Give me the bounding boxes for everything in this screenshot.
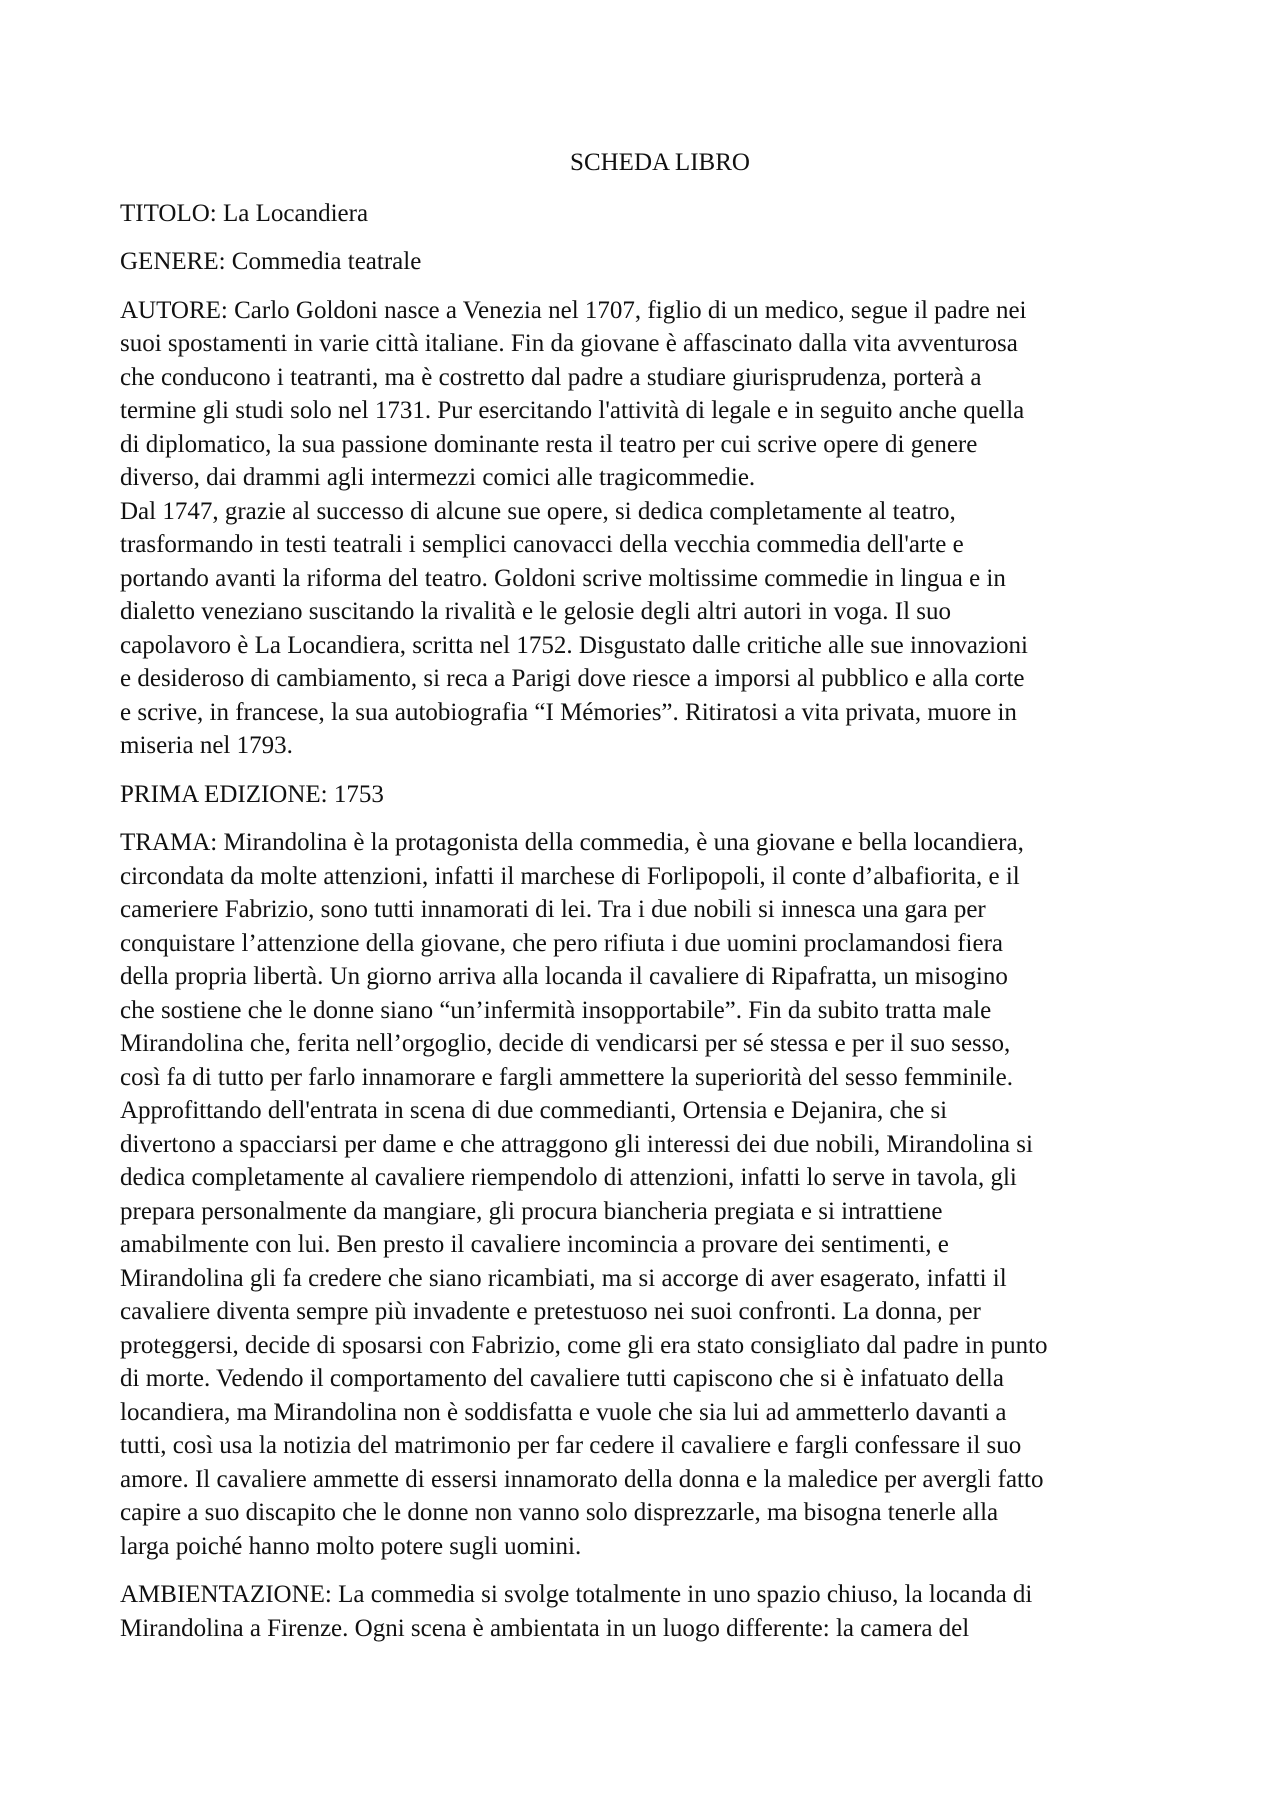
text-line: che sostiene che le donne siano “un’infermità insopportabile”. Fin da subito tratta male <box>120 996 992 1024</box>
text-line: circondata da molte attenzioni, infatti il marchese di Forlipopoli, il conte d’albafiorita, e il <box>120 862 1020 890</box>
text-line: amore. Il cavaliere ammette di essersi innamorato della donna e la maledice per avergli fatto <box>120 1465 1044 1493</box>
author-section-continued <box>120 495 1180 763</box>
text-line: capolavoro è La Locandiera, scritta nel 1752. Disgustato dalle critiche alle sue innovazioni <box>120 631 1028 659</box>
text-line: e scrive, in francese, la sua autobiografia “I Mémories”. Ritiratosi a vita privata, muore in <box>120 698 1017 726</box>
text-line: locandiera, ma Mirandolina non è soddisfatta e vuole che sia lui ad ammetterlo davanti a <box>120 1398 1007 1426</box>
text-line: prepara personalmente da mangiare, gli procura biancheria pregiata e si intrattiene <box>120 1197 943 1225</box>
text-line: divertono a spacciarsi per dame e che attraggono gli interessi dei due nobili, Mirandolina si <box>120 1130 1033 1158</box>
text-line: Mirandolina a Firenze. Ogni scena è ambientata in un luogo differente: la camera del <box>120 1614 970 1642</box>
text-line: della propria libertà. Un giorno arriva alla locanda il cavaliere di Ripafratta, un misogino <box>120 963 1008 990</box>
text-line: dedica completamente al cavaliere riempendolo di attenzioni, infatti lo serve in tavola, gli <box>120 1164 1017 1191</box>
text-line: diverso, dai drammi agli intermezzi comici alle tragicommedie. <box>120 464 756 491</box>
text-line: di morte. Vedendo il comportamento del cavaliere tutti capiscono che si è infatuato della <box>120 1365 1004 1392</box>
text-line: così fa di tutto per farlo innamorare e fargli ammettere la superiorità del sesso femminile. <box>120 1063 1013 1091</box>
text-line: Dal 1747, grazie al successo di alcune sue opere, si dedica completamente al teatro, <box>120 497 956 525</box>
text-line: dialetto veneziano suscitando la rivalità e le gelosie degli altri autori in voga. Il suo <box>120 598 951 625</box>
text-line: tutti, così usa la notizia del matrimonio per far cedere il cavaliere e fargli confessare il suo <box>120 1432 1022 1459</box>
plot-section <box>120 826 1180 1563</box>
text-line: Mirandolina che, ferita nell’orgoglio, decide di vendicarsi per sé stessa e per il suo sesso, <box>120 1030 1011 1057</box>
text-line: cameriere Fabrizio, sono tutti innamorati di lei. Tra i due nobili si innesca una gara per <box>120 896 986 923</box>
text-line: AUTORE: Carlo Goldoni nasce a Venezia nel 1707, figlio di un medico, segue il padre nei <box>120 296 1027 324</box>
text-line: e desideroso di cambiamento, si reca a Parigi dove riesce a imporsi al pubblico e alla corte <box>120 665 1025 692</box>
text-line: trasformando in testi teatrali i semplici canovacci della vecchia commedia dell'arte e <box>120 531 964 558</box>
text-line: Mirandolina gli fa credere che siano ricambiati, ma si accorge di aver esagerato, infatti il <box>120 1264 1007 1292</box>
text-line: di diplomatico, la sua passione dominante resta il teatro per cui scrive opere di genere <box>120 430 978 458</box>
author-section <box>120 294 1180 495</box>
text-line: suoi spostamenti in varie città italiane. Fin da giovane è affascinato dalla vita avventurosa <box>120 330 1018 357</box>
text-line: miseria nel 1793. <box>120 732 293 759</box>
setting-section <box>120 1578 1180 1645</box>
text-line: conquistare l’attenzione della giovane, che pero rifiuta i due uomini proclamandosi fiera <box>120 929 1003 957</box>
genre-field: GENERE: Commedia teatrale <box>120 248 422 275</box>
text-line: Approfittando dell'entrata in scena di due commedianti, Ortensia e Dejanira, che si <box>120 1097 948 1124</box>
text-line: TRAMA: Mirandolina è la protagonista della commedia, è una giovane e bella locandiera, <box>120 829 1024 856</box>
document-body <box>120 146 1180 1660</box>
text-line: che conducono i teatranti, ma è costretto dal padre a studiare giurisprudenza, porterà a <box>120 363 982 391</box>
first-edition-field: PRIMA EDIZIONE: 1753 <box>120 780 384 808</box>
text-line: termine gli studi solo nel 1731. Pur esercitando l'attività di legale e in seguito anche quella <box>120 397 1025 424</box>
text-line: amabilmente con lui. Ben presto il cavaliere incomincia a provare dei sentimenti, e <box>120 1231 949 1258</box>
text-line: capire a suo discapito che le donne non vanno solo disprezzarle, ma bisogna tenerle alla <box>120 1499 999 1526</box>
text-line: portando avanti la riforma del teatro. Goldoni scrive moltissime commedie in lingua e in <box>120 564 1006 592</box>
text-line: larga poiché hanno molto potere sugli uomini. <box>120 1532 582 1560</box>
page-title: SCHEDA LIBRO <box>570 149 750 176</box>
text-line: cavaliere diventa sempre più invadente e pretestuoso nei suoi confronti. La donna, per <box>120 1298 981 1325</box>
text-line: AMBIENTAZIONE: La commedia si svolge totalmente in uno spazio chiuso, la locanda di <box>120 1581 1033 1608</box>
text-line: proteggersi, decide di sposarsi con Fabrizio, come gli era stato consigliato dal padre in punto <box>120 1331 1048 1359</box>
title-field: TITOLO: La Locandiera <box>120 199 369 227</box>
